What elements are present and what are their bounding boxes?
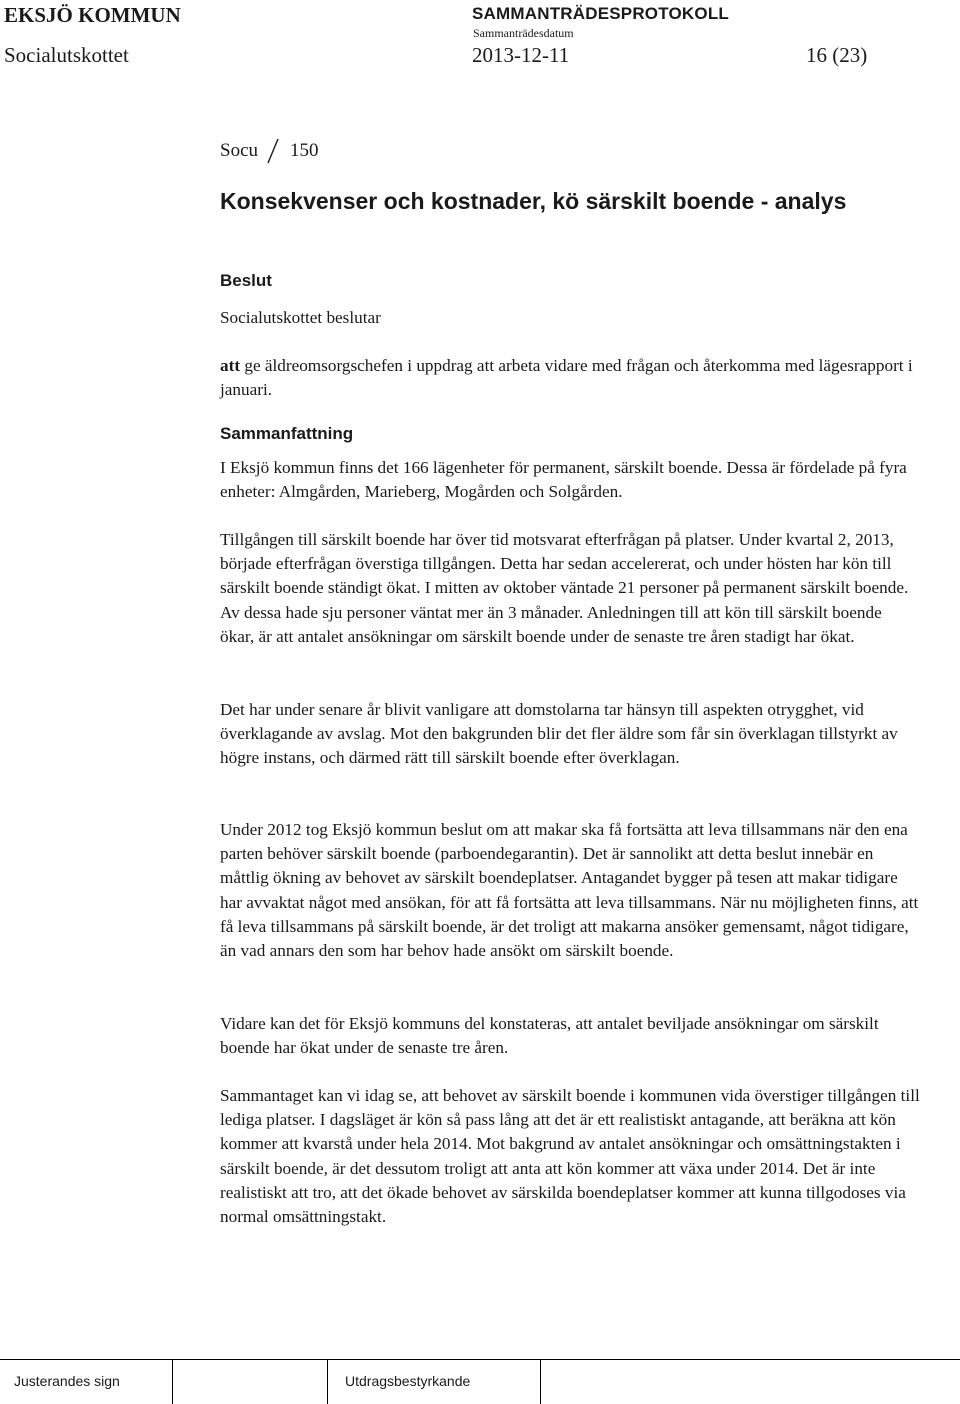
summary-paragraph-4: Under 2012 tog Eksjö kommun beslut om att makar ska få fortsätta att leva tillsammans när den ena parten behöver särskilt boende (parboendegarantin). Det är sannolikt att detta beslut innebär en måttlig ökning av behovet av särskilt boendeplatser. Antagandet bygger på tesen att makar tidigare har avvaktat något med ansökan, för att få fortsätta att leva tillsammans. När nu möjligheten finns, att få leva tillsammans på särskilt boende, är det troligt att makarna ansöker gemensamt, något tidigare, än vad annars den som har behov hade ansökt om särskilt boende. (220, 820, 919, 961)
section-sign-icon (266, 138, 280, 164)
decision-heading: Beslut (220, 271, 272, 290)
paragraph-prefix: Socu (220, 140, 258, 161)
meeting-date: 2013-12-11 (472, 43, 570, 67)
extract-certification-label: Utdragsbestyrkande (345, 1373, 471, 1389)
summary-paragraph-6: Sammantaget kan vi idag se, att behovet av särskilt boende i kommunen vida överstiger tillgången till lediga platser. I dagsläget är kön så pass lång att det är ett realistiskt antagande, att beräkna att kön kommer att kvarstå under hela 2014. Mot bakgrund av antalet ansökningar och omsättningstakten i särskilt boende, är det dessutom troligt att anta att kön kommer att växa under 2014. Det är inte realistiskt att tro, att det ökade behovet av särskilda boendeplatser kommer att kunna tillgodoses via normal omsättningstakt. (220, 1086, 920, 1227)
committee-name: Socialutskottet (4, 43, 129, 67)
decision-text (220, 354, 920, 402)
summary-paragraph-1: I Eksjö kommun finns det 166 lägenheter för permanent, särskilt boende. Dessa är fördelade på fyra enheter: Almgården, Marieberg, Mogården och Solgården. (220, 458, 907, 502)
att-keyword: att (220, 356, 241, 375)
footer-divider (540, 1359, 541, 1404)
document-type: SAMMANTRÄDESPROTOKOLL (472, 4, 729, 23)
footer-divider (172, 1359, 173, 1404)
municipality-name: EKSJÖ KOMMUN (4, 3, 181, 27)
paragraph-number: 150 (290, 140, 319, 161)
summary-heading: Sammanfattning (220, 424, 354, 443)
meeting-date-label: Sammanträdesdatum (473, 26, 574, 40)
justification-sign-label: Justerandes sign (14, 1373, 120, 1389)
page-title: Konsekvenser och kostnader, kö särskilt boende - analys (220, 188, 847, 214)
decision-body: ge äldreomsorgschefen i uppdrag att arbeta vidare med frågan och återkomma med lägesrapport i januari. (220, 356, 913, 400)
page-number: 16 (23) (806, 43, 868, 67)
summary-paragraph-5: Vidare kan det för Eksjö kommuns del konstateras, att antalet beviljade ansökningar om särskilt boende har ökat under de senaste tre åren. (220, 1014, 879, 1058)
summary-paragraph-3: Det har under senare år blivit vanligare att domstolarna tar hänsyn till aspekten otrygghet, vid överklagande av avslag. Mot den bakgrunden blir det fler äldre som får sin överklagan tillstyrkt av högre instans, och därmed rätt till särskilt boende efter överklagan. (220, 700, 898, 768)
footer-rule (0, 1359, 960, 1360)
summary-paragraph-2: Tillgången till särskilt boende har över tid motsvarat efterfrågan på platser. Under kvartal 2, 2013, började efterfrågan överstiga tillgången. Detta har sedan accelererat, och under hösten har kön till särskilt boende ständigt ökat. I mitten av oktober väntade 21 personer på permanent särskilt boende. Av dessa hade sju personer väntat mer än 3 månader. Anledningen till att kön till särskilt boende ökar, är att antalet ansökningar om särskilt boende under de senaste tre åren stadigt har ökat. (220, 530, 909, 646)
paragraph-reference (220, 138, 319, 164)
footer-divider (327, 1359, 328, 1404)
decision-intro: Socialutskottet beslutar (220, 308, 381, 327)
